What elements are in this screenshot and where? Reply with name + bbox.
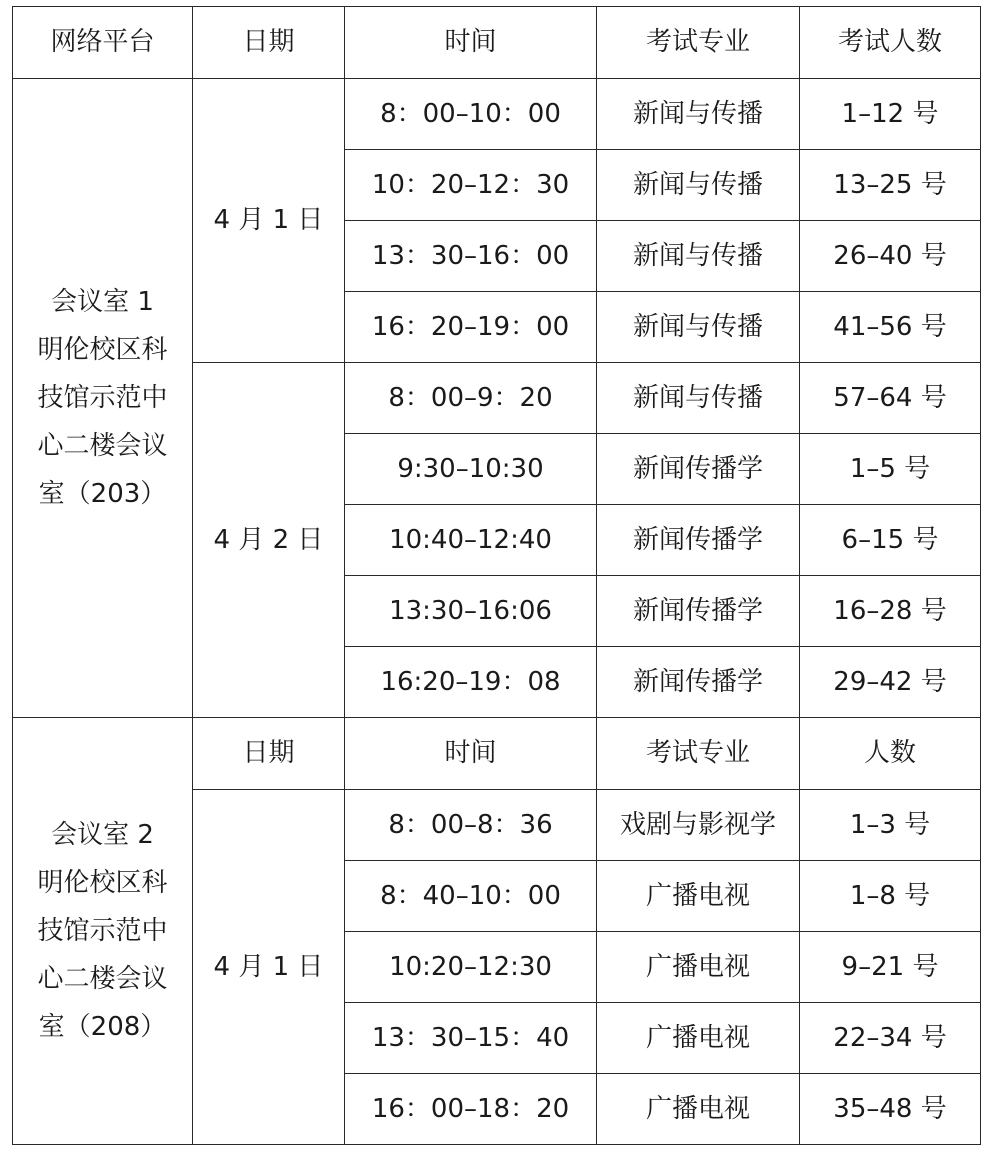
venue-line: 心二楼会议 xyxy=(37,431,168,462)
major-cell: 广播电视 xyxy=(597,861,800,932)
count-cell: 1–12 号 xyxy=(800,79,981,150)
major-cell: 戏剧与影视学 xyxy=(597,790,800,861)
header-date: 日期 xyxy=(193,7,345,79)
venue-line: 明伦校区科 xyxy=(37,334,168,365)
count-cell: 6–15 号 xyxy=(800,505,981,576)
venue-line: 室（208） xyxy=(38,1012,167,1043)
venue-line: 技馆示范中 xyxy=(37,915,168,946)
count-cell: 41–56 号 xyxy=(800,292,981,363)
major-cell: 广播电视 xyxy=(597,1003,800,1074)
venue-cell xyxy=(13,79,193,718)
count-cell: 1–8 号 xyxy=(800,861,981,932)
count-cell: 9–21 号 xyxy=(800,932,981,1003)
header-platform: 网络平台 xyxy=(13,7,193,79)
major-cell: 广播电视 xyxy=(597,1074,800,1145)
time-cell: 16：00–18：20 xyxy=(345,1074,597,1145)
time-cell: 10:20–12:30 xyxy=(345,932,597,1003)
venue-line: 明伦校区科 xyxy=(37,867,168,898)
time-cell: 10：20–12：30 xyxy=(345,150,597,221)
time-cell: 9:30–10:30 xyxy=(345,434,597,505)
major-cell: 广播电视 xyxy=(597,932,800,1003)
section2-header-row xyxy=(13,718,981,790)
venue-line: 心二楼会议 xyxy=(37,964,168,995)
venue-cell xyxy=(13,718,193,1145)
major-cell: 新闻传播学 xyxy=(597,434,800,505)
time-cell: 16:20–19：08 xyxy=(345,647,597,718)
time-cell: 13：30–15：40 xyxy=(345,1003,597,1074)
count-cell: 35–48 号 xyxy=(800,1074,981,1145)
time-cell: 16：20–19：00 xyxy=(345,292,597,363)
time-cell: 13：30–16：00 xyxy=(345,221,597,292)
header-major: 考试专业 xyxy=(597,718,800,790)
major-cell: 新闻与传播 xyxy=(597,292,800,363)
time-cell: 8：40–10：00 xyxy=(345,861,597,932)
count-cell: 16–28 号 xyxy=(800,576,981,647)
header-date: 日期 xyxy=(193,718,345,790)
venue-line: 会议室 2 xyxy=(51,819,154,850)
count-cell: 22–34 号 xyxy=(800,1003,981,1074)
header-count: 考试人数 xyxy=(800,7,981,79)
count-cell: 1–3 号 xyxy=(800,790,981,861)
count-cell: 26–40 号 xyxy=(800,221,981,292)
header-row xyxy=(13,7,981,79)
major-cell: 新闻与传播 xyxy=(597,363,800,434)
date-cell: 4 月 2 日 xyxy=(193,363,345,718)
header-count: 人数 xyxy=(800,718,981,790)
exam-schedule-table xyxy=(12,6,981,1145)
count-cell: 13–25 号 xyxy=(800,150,981,221)
time-cell: 8：00–8：36 xyxy=(345,790,597,861)
count-cell: 57–64 号 xyxy=(800,363,981,434)
major-cell: 新闻传播学 xyxy=(597,576,800,647)
major-cell: 新闻与传播 xyxy=(597,79,800,150)
date-cell: 4 月 1 日 xyxy=(193,790,345,1145)
time-cell: 13:30–16:06 xyxy=(345,576,597,647)
major-cell: 新闻传播学 xyxy=(597,647,800,718)
major-cell: 新闻与传播 xyxy=(597,221,800,292)
count-cell: 1–5 号 xyxy=(800,434,981,505)
time-cell: 8：00–9：20 xyxy=(345,363,597,434)
major-cell: 新闻传播学 xyxy=(597,505,800,576)
venue-line: 技馆示范中 xyxy=(37,382,168,413)
table-row xyxy=(13,79,981,150)
date-cell: 4 月 1 日 xyxy=(193,79,345,363)
count-cell: 29–42 号 xyxy=(800,647,981,718)
time-cell: 10:40–12:40 xyxy=(345,505,597,576)
major-cell: 新闻与传播 xyxy=(597,150,800,221)
time-cell: 8：00–10：00 xyxy=(345,79,597,150)
header-major: 考试专业 xyxy=(597,7,800,79)
header-time: 时间 xyxy=(345,7,597,79)
header-time: 时间 xyxy=(345,718,597,790)
schedule-body xyxy=(13,7,981,1145)
venue-line: 室（203） xyxy=(38,479,167,510)
venue-line: 会议室 1 xyxy=(51,286,154,317)
